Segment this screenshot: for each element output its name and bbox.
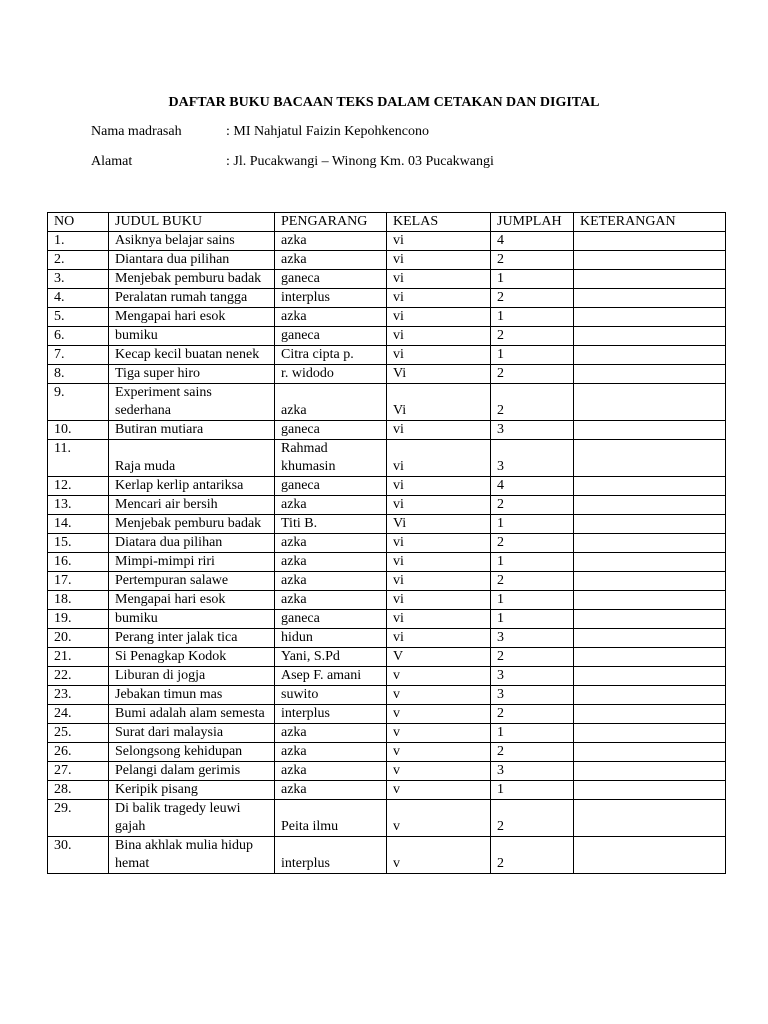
cell-no: 15. (48, 534, 109, 553)
cell-pengarang: Peita ilmu (275, 800, 387, 837)
cell-keterangan (574, 327, 726, 346)
cell-judul-buku: Raja muda (109, 440, 275, 477)
cell-jumlah: 3 (491, 440, 574, 477)
cell-pengarang: azka (275, 591, 387, 610)
cell-keterangan (574, 572, 726, 591)
cell-jumlah: 1 (491, 553, 574, 572)
cell-no: 23. (48, 686, 109, 705)
table-row (48, 346, 726, 365)
table-row (48, 384, 726, 421)
cell-no: 3. (48, 270, 109, 289)
cell-kelas: v (387, 686, 491, 705)
cell-judul-buku: Mengapai hari esok (109, 308, 275, 327)
cell-pengarang: azka (275, 308, 387, 327)
cell-pengarang: interplus (275, 837, 387, 874)
cell-pengarang: ganeca (275, 421, 387, 440)
cell-kelas: V (387, 648, 491, 667)
table-row (48, 610, 726, 629)
cell-pengarang: Citra cipta p. (275, 346, 387, 365)
cell-keterangan (574, 421, 726, 440)
table-row (48, 705, 726, 724)
cell-jumlah: 2 (491, 837, 574, 874)
cell-pengarang: hidun (275, 629, 387, 648)
cell-keterangan (574, 270, 726, 289)
cell-jumlah: 3 (491, 686, 574, 705)
cell-judul-buku: Liburan di jogja (109, 667, 275, 686)
cell-no: 4. (48, 289, 109, 308)
cell-jumlah: 2 (491, 800, 574, 837)
cell-judul-buku: Pertempuran salawe (109, 572, 275, 591)
cell-judul-buku: Surat dari malaysia (109, 724, 275, 743)
cell-pengarang: azka (275, 762, 387, 781)
cell-judul-buku: Si Penagkap Kodok (109, 648, 275, 667)
cell-kelas: v (387, 667, 491, 686)
table-row (48, 837, 726, 874)
cell-jumlah: 1 (491, 610, 574, 629)
cell-keterangan (574, 251, 726, 270)
cell-keterangan (574, 610, 726, 629)
table-row (48, 251, 726, 270)
cell-pengarang: azka (275, 251, 387, 270)
table-row (48, 421, 726, 440)
info-value: : MI Nahjatul Faizin Kepohkencono (226, 124, 429, 139)
cell-jumlah: 1 (491, 591, 574, 610)
cell-judul-buku: Menjebak pemburu badak (109, 515, 275, 534)
cell-kelas: vi (387, 270, 491, 289)
cell-pengarang: azka (275, 724, 387, 743)
cell-no: 19. (48, 610, 109, 629)
table-row (48, 515, 726, 534)
cell-judul-buku: Peralatan rumah tangga (109, 289, 275, 308)
cell-jumlah: 1 (491, 724, 574, 743)
header-no: NO (48, 213, 109, 232)
cell-keterangan (574, 837, 726, 874)
cell-pengarang: suwito (275, 686, 387, 705)
cell-kelas: vi (387, 534, 491, 553)
cell-no: 1. (48, 232, 109, 251)
info-value: : Jl. Pucakwangi – Winong Km. 03 Pucakwangi (226, 154, 494, 169)
cell-no: 11. (48, 440, 109, 477)
cell-judul-buku: bumiku (109, 610, 275, 629)
table-row (48, 800, 726, 837)
cell-pengarang: interplus (275, 705, 387, 724)
table-row (48, 648, 726, 667)
cell-kelas: Vi (387, 515, 491, 534)
header-pengarang: PENGARANG (275, 213, 387, 232)
cell-kelas: vi (387, 629, 491, 648)
cell-kelas: vi (387, 232, 491, 251)
cell-jumlah: 2 (491, 251, 574, 270)
cell-jumlah: 1 (491, 515, 574, 534)
cell-keterangan (574, 781, 726, 800)
cell-jumlah: 2 (491, 327, 574, 346)
cell-judul-buku: Kecap kecil buatan nenek (109, 346, 275, 365)
cell-keterangan (574, 629, 726, 648)
table-row (48, 591, 726, 610)
cell-no: 10. (48, 421, 109, 440)
cell-keterangan (574, 496, 726, 515)
cell-keterangan (574, 686, 726, 705)
table-row (48, 496, 726, 515)
cell-keterangan (574, 743, 726, 762)
table-body (48, 232, 726, 874)
table-row (48, 327, 726, 346)
cell-no: 13. (48, 496, 109, 515)
info-row-nama-madrasah (91, 123, 429, 141)
cell-judul-buku: Menjebak pemburu badak (109, 270, 275, 289)
cell-judul-buku: Keripik pisang (109, 781, 275, 800)
cell-judul-buku: Asiknya belajar sains (109, 232, 275, 251)
cell-kelas: vi (387, 251, 491, 270)
cell-kelas: vi (387, 477, 491, 496)
cell-pengarang: azka (275, 534, 387, 553)
cell-pengarang: Yani, S.Pd (275, 648, 387, 667)
cell-kelas: Vi (387, 365, 491, 384)
cell-jumlah: 2 (491, 365, 574, 384)
cell-kelas: vi (387, 421, 491, 440)
cell-keterangan (574, 534, 726, 553)
cell-no: 26. (48, 743, 109, 762)
cell-jumlah: 3 (491, 762, 574, 781)
info-label: Nama madrasah (91, 124, 182, 139)
cell-no: 5. (48, 308, 109, 327)
cell-pengarang: azka (275, 384, 387, 421)
cell-keterangan (574, 308, 726, 327)
cell-judul-buku: Perang inter jalak tica (109, 629, 275, 648)
table-header-row (48, 213, 726, 232)
cell-no: 22. (48, 667, 109, 686)
cell-keterangan (574, 477, 726, 496)
cell-jumlah: 3 (491, 421, 574, 440)
cell-no: 16. (48, 553, 109, 572)
cell-jumlah: 2 (491, 648, 574, 667)
info-row-alamat (91, 153, 494, 171)
cell-judul-buku: Mencari air bersih (109, 496, 275, 515)
cell-kelas: vi (387, 610, 491, 629)
cell-no: 17. (48, 572, 109, 591)
cell-pengarang: Titi B. (275, 515, 387, 534)
cell-pengarang: azka (275, 553, 387, 572)
cell-no: 28. (48, 781, 109, 800)
cell-pengarang: azka (275, 743, 387, 762)
cell-pengarang: Rahmad khumasin (275, 440, 387, 477)
cell-no: 21. (48, 648, 109, 667)
cell-judul-buku: bumiku (109, 327, 275, 346)
table-row (48, 534, 726, 553)
cell-judul-buku: Selongsong kehidupan (109, 743, 275, 762)
cell-jumlah: 2 (491, 572, 574, 591)
cell-pengarang: azka (275, 572, 387, 591)
cell-judul-buku: Bina akhlak mulia hidup hemat (109, 837, 275, 874)
document-title: DAFTAR BUKU BACAAN TEKS DALAM CETAKAN DAN DIGITAL (168, 95, 600, 110)
cell-kelas: vi (387, 440, 491, 477)
cell-keterangan (574, 289, 726, 308)
cell-pengarang: Asep F. amani (275, 667, 387, 686)
cell-judul-buku: Bumi adalah alam semesta (109, 705, 275, 724)
cell-keterangan (574, 365, 726, 384)
cell-pengarang: azka (275, 781, 387, 800)
cell-kelas: vi (387, 591, 491, 610)
cell-no: 12. (48, 477, 109, 496)
cell-kelas: v (387, 705, 491, 724)
cell-no: 30. (48, 837, 109, 874)
table-row (48, 629, 726, 648)
cell-keterangan (574, 440, 726, 477)
table-row (48, 762, 726, 781)
cell-pengarang: azka (275, 232, 387, 251)
cell-jumlah: 1 (491, 308, 574, 327)
cell-kelas: v (387, 800, 491, 837)
table-row (48, 477, 726, 496)
cell-jumlah: 2 (491, 534, 574, 553)
table-row (48, 232, 726, 251)
cell-keterangan (574, 800, 726, 837)
cell-pengarang: ganeca (275, 327, 387, 346)
cell-pengarang: r. widodo (275, 365, 387, 384)
cell-pengarang: ganeca (275, 610, 387, 629)
cell-kelas: vi (387, 346, 491, 365)
cell-keterangan (574, 762, 726, 781)
cell-judul-buku: Experiment sains sederhana (109, 384, 275, 421)
cell-kelas: vi (387, 572, 491, 591)
cell-no: 14. (48, 515, 109, 534)
cell-kelas: vi (387, 553, 491, 572)
cell-no: 6. (48, 327, 109, 346)
cell-kelas: vi (387, 496, 491, 515)
cell-kelas: v (387, 837, 491, 874)
cell-judul-buku: Diantara dua pilihan (109, 251, 275, 270)
cell-jumlah: 1 (491, 781, 574, 800)
table-row (48, 270, 726, 289)
cell-jumlah: 3 (491, 667, 574, 686)
cell-jumlah: 2 (491, 496, 574, 515)
table-row (48, 667, 726, 686)
cell-jumlah: 4 (491, 477, 574, 496)
cell-no: 18. (48, 591, 109, 610)
header-jumlah: JUMPLAH (491, 213, 574, 232)
cell-kelas: vi (387, 289, 491, 308)
table-row (48, 289, 726, 308)
cell-no: 29. (48, 800, 109, 837)
cell-keterangan (574, 724, 726, 743)
cell-jumlah: 3 (491, 629, 574, 648)
cell-keterangan (574, 667, 726, 686)
cell-kelas: vi (387, 308, 491, 327)
cell-keterangan (574, 515, 726, 534)
cell-keterangan (574, 705, 726, 724)
cell-kelas: v (387, 781, 491, 800)
cell-keterangan (574, 346, 726, 365)
cell-no: 20. (48, 629, 109, 648)
cell-pengarang: interplus (275, 289, 387, 308)
cell-judul-buku: Pelangi dalam gerimis (109, 762, 275, 781)
cell-jumlah: 2 (491, 743, 574, 762)
cell-jumlah: 2 (491, 289, 574, 308)
cell-no: 27. (48, 762, 109, 781)
cell-judul-buku: Butiran mutiara (109, 421, 275, 440)
cell-judul-buku: Diatara dua pilihan (109, 534, 275, 553)
table-row (48, 553, 726, 572)
cell-no: 8. (48, 365, 109, 384)
header-keterangan: KETERANGAN (574, 213, 726, 232)
cell-keterangan (574, 648, 726, 667)
cell-keterangan (574, 553, 726, 572)
cell-kelas: vi (387, 327, 491, 346)
cell-pengarang: azka (275, 496, 387, 515)
cell-no: 7. (48, 346, 109, 365)
cell-jumlah: 2 (491, 384, 574, 421)
cell-no: 2. (48, 251, 109, 270)
table-row (48, 365, 726, 384)
cell-judul-buku: Di balik tragedy leuwi gajah (109, 800, 275, 837)
cell-no: 9. (48, 384, 109, 421)
table-row (48, 572, 726, 591)
cell-keterangan (574, 384, 726, 421)
cell-kelas: Vi (387, 384, 491, 421)
header-judul-buku: JUDUL BUKU (109, 213, 275, 232)
header-kelas: KELAS (387, 213, 491, 232)
table-row (48, 781, 726, 800)
cell-pengarang: ganeca (275, 270, 387, 289)
cell-jumlah: 1 (491, 346, 574, 365)
book-list-table (47, 212, 726, 874)
cell-judul-buku: Jebakan timun mas (109, 686, 275, 705)
cell-kelas: v (387, 743, 491, 762)
table-row (48, 686, 726, 705)
cell-judul-buku: Mengapai hari esok (109, 591, 275, 610)
table-row (48, 440, 726, 477)
cell-jumlah: 1 (491, 270, 574, 289)
cell-keterangan (574, 232, 726, 251)
cell-judul-buku: Kerlap kerlip antariksa (109, 477, 275, 496)
cell-no: 25. (48, 724, 109, 743)
cell-judul-buku: Tiga super hiro (109, 365, 275, 384)
cell-kelas: v (387, 762, 491, 781)
cell-jumlah: 4 (491, 232, 574, 251)
cell-no: 24. (48, 705, 109, 724)
cell-judul-buku: Mimpi-mimpi riri (109, 553, 275, 572)
cell-kelas: v (387, 724, 491, 743)
table-row (48, 724, 726, 743)
table-row (48, 308, 726, 327)
cell-pengarang: ganeca (275, 477, 387, 496)
cell-keterangan (574, 591, 726, 610)
info-label: Alamat (91, 154, 133, 169)
cell-jumlah: 2 (491, 705, 574, 724)
table-row (48, 743, 726, 762)
